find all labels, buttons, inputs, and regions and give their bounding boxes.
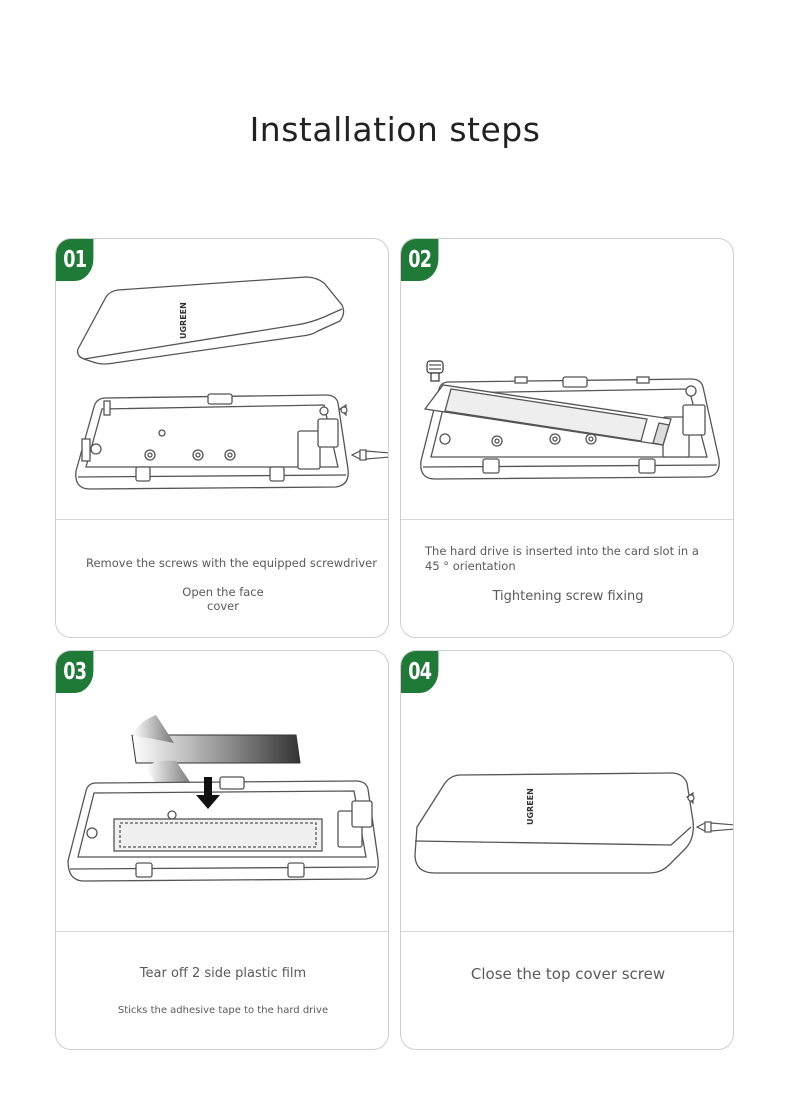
plastic-film-icon xyxy=(132,715,300,791)
step-04-illustration xyxy=(401,651,734,931)
enclosure-cover-icon xyxy=(78,277,344,364)
step-number-badge: 02 xyxy=(401,239,438,281)
card-divider xyxy=(56,931,388,932)
enclosure-cover-icon xyxy=(415,773,693,873)
step-03-illustration xyxy=(56,651,389,931)
step-01-illustration xyxy=(56,239,389,519)
step-card-01 xyxy=(55,238,389,638)
enclosure-base-icon xyxy=(68,777,378,881)
step-01-line-2: Open the face xyxy=(182,585,264,599)
step-number-badge: 04 xyxy=(401,651,438,693)
step-01-line-1: Remove the screws with the equipped screwdriver xyxy=(86,556,377,570)
card-divider xyxy=(56,519,388,520)
screwdriver-icon xyxy=(697,822,734,832)
step-number-badge: 03 xyxy=(56,651,93,693)
step-card-03 xyxy=(55,650,389,1050)
screw-icon xyxy=(427,361,443,381)
step-card-04 xyxy=(400,650,734,1050)
step-01-line-3: cover xyxy=(207,599,239,613)
card-divider xyxy=(401,931,733,932)
step-02-illustration xyxy=(401,239,734,519)
step-number-badge: 01 xyxy=(56,239,93,281)
step-02-line-1: The hard drive is inserted into the card slot in a xyxy=(425,544,699,558)
step-03-line-2: Sticks the adhesive tape to the hard drive xyxy=(117,1005,329,1016)
screwdriver-icon xyxy=(352,450,389,460)
step-02-line-2: 45 ° orientation xyxy=(425,559,516,573)
step-04-line-1: Close the top cover screw xyxy=(470,965,666,983)
enclosure-base-icon xyxy=(76,394,348,489)
step-02-line-3: Tightening screw fixing xyxy=(492,589,644,604)
step-03-line-1: Tear off 2 side plastic film xyxy=(139,966,307,981)
screw-icon xyxy=(340,405,347,415)
card-divider xyxy=(401,519,733,520)
logo-text: UGREEN xyxy=(179,302,188,339)
logo-text: UGREEN xyxy=(526,788,535,825)
step-card-02 xyxy=(400,238,734,638)
page-title: Installation steps xyxy=(249,110,541,149)
